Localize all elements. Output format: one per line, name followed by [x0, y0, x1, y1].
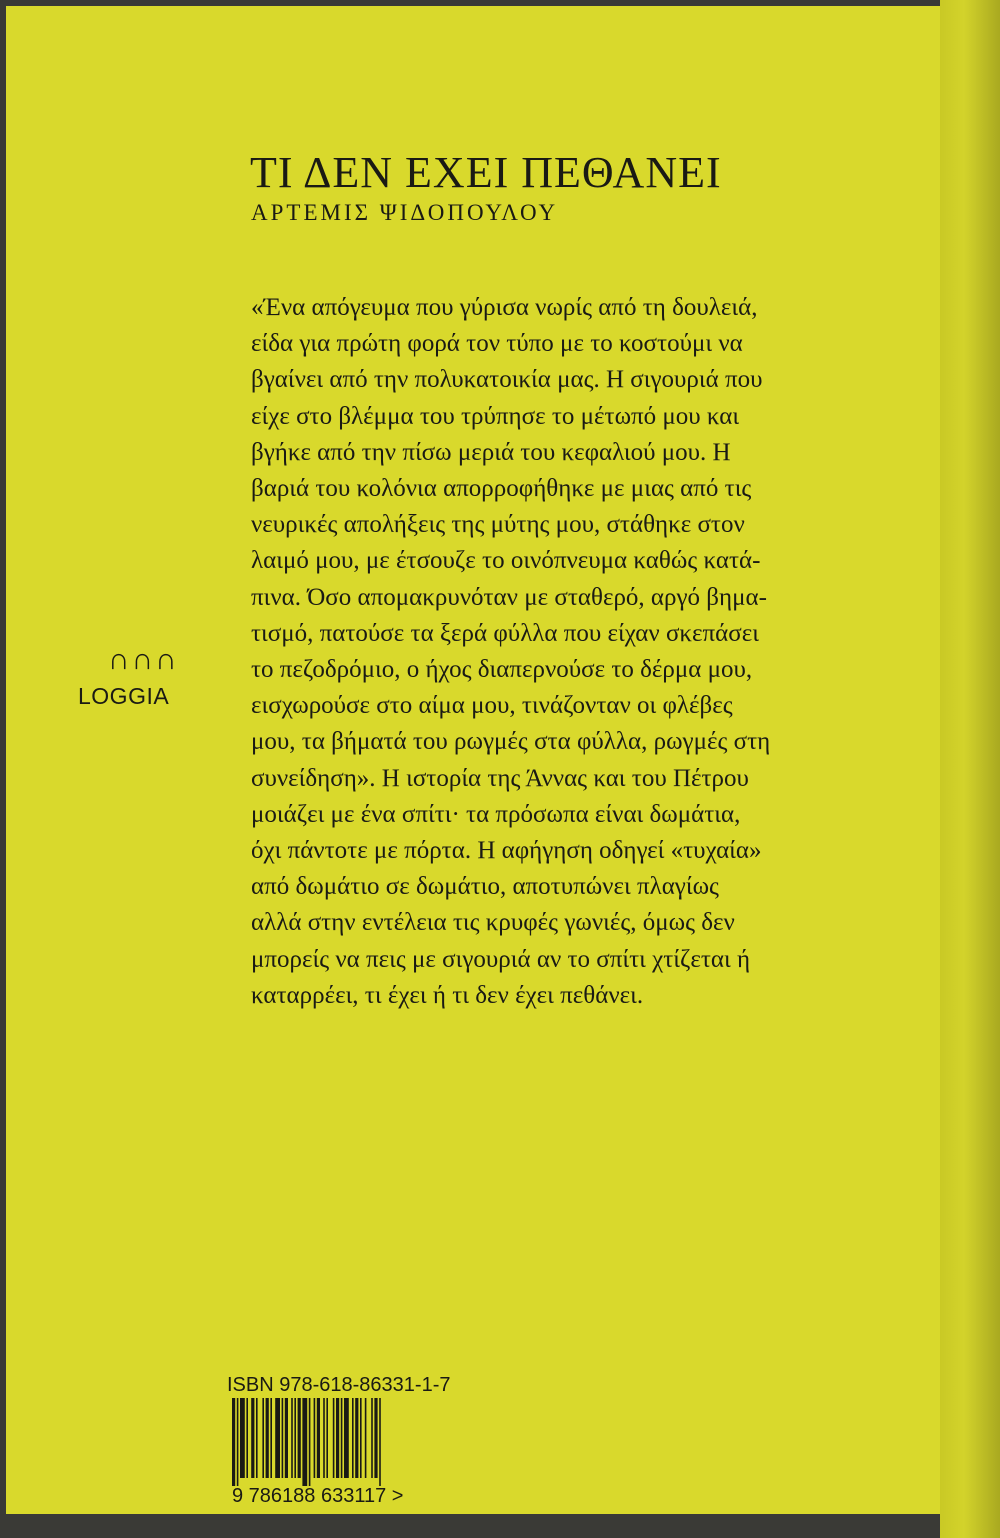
blurb-line: είδα για πρώτη φορά τον τύπο με το κοστούμι να	[251, 330, 743, 358]
blurb-line: το πεζοδρόμιο, ο ήχος διαπερνούσε το δέρμα μου,	[251, 656, 753, 684]
blurb-line: όχι πάντοτε με πόρτα. Η αφήγηση οδηγεί «τυχαία»	[251, 837, 762, 865]
blurb-line: μου, τα βήματά του ρωγμές στα φύλλα, ρωγμές στη	[251, 728, 771, 756]
blurb-line: από δωμάτιο σε δωμάτιο, αποτυπώνει πλαγίως	[251, 873, 719, 901]
blurb-line: «Ένα απόγευμα που γύρισα νωρίς από τη δουλειά,	[251, 294, 758, 321]
blurb-line: μοιάζει με ένα σπίτι· τα πρόσωπα είναι δωμάτια,	[251, 800, 741, 828]
barcode-digits: 9 786188 633117 >	[232, 1485, 404, 1507]
book-spine-edge	[940, 0, 1000, 1538]
blurb-line: βγαίνει από την πολυκατοικία μας. Η σιγουριά που	[251, 366, 763, 394]
blurb-line: τισμό, πατούσε τα ξερά φύλλα που είχαν σκεπάσει	[251, 619, 759, 647]
blurb-line: αλλά στην εντέλεια τις κρυφές γωνιές, όμως δεν	[251, 909, 735, 937]
blurb-line: νευρικές απολήξεις της μύτης μου, στάθηκε στον	[251, 511, 745, 539]
arches-icon: ∩∩∩	[108, 643, 179, 676]
blurb-line: βαριά του κολόνια απορροφήθηκε με μιας από τις	[251, 475, 752, 503]
blurb-line: λαιμό μου, με έτσουζε το οινόπνευμα καθώς κατά-	[251, 547, 761, 575]
book-author: ΑΡΤΕΜΙΣ ΨΙΔΟΠΟΥΛΟΥ	[251, 200, 559, 225]
publisher-logo	[78, 645, 198, 710]
isbn-label: ISBN 978-618-86331-1-7	[227, 1374, 451, 1396]
blurb-line: βγήκε από την πίσω μεριά του κεφαλιού μου. Η	[251, 438, 731, 466]
barcode-bars-icon	[226, 1398, 450, 1486]
blurb-line: πινα. Όσο απομακρυνόταν με σταθερό, αργό βημα-	[251, 583, 767, 611]
blurb-line: μπορείς να πεις με σιγουριά αν το σπίτι χτίζεται ή	[251, 945, 751, 973]
blurb-text	[251, 290, 871, 1014]
publisher-name: LOGGIA	[78, 683, 170, 709]
blurb-line: εισχωρούσε στο αίμα μου, τινάζονταν οι φλέβες	[251, 692, 733, 720]
blurb-line: συνείδηση». Η ιστορία της Άννας και του Πέτρου	[251, 764, 749, 792]
blurb-line: καταρρέει, τι έχει ή τι δεν έχει πεθάνει.	[251, 981, 644, 1009]
blurb-line: είχε στο βλέμμα του τρύπησε το μέτωπό μου και	[251, 402, 740, 430]
book-title: ΤΙ ΔΕΝ ΕΧΕΙ ΠΕΘΑΝΕΙ	[250, 148, 722, 198]
